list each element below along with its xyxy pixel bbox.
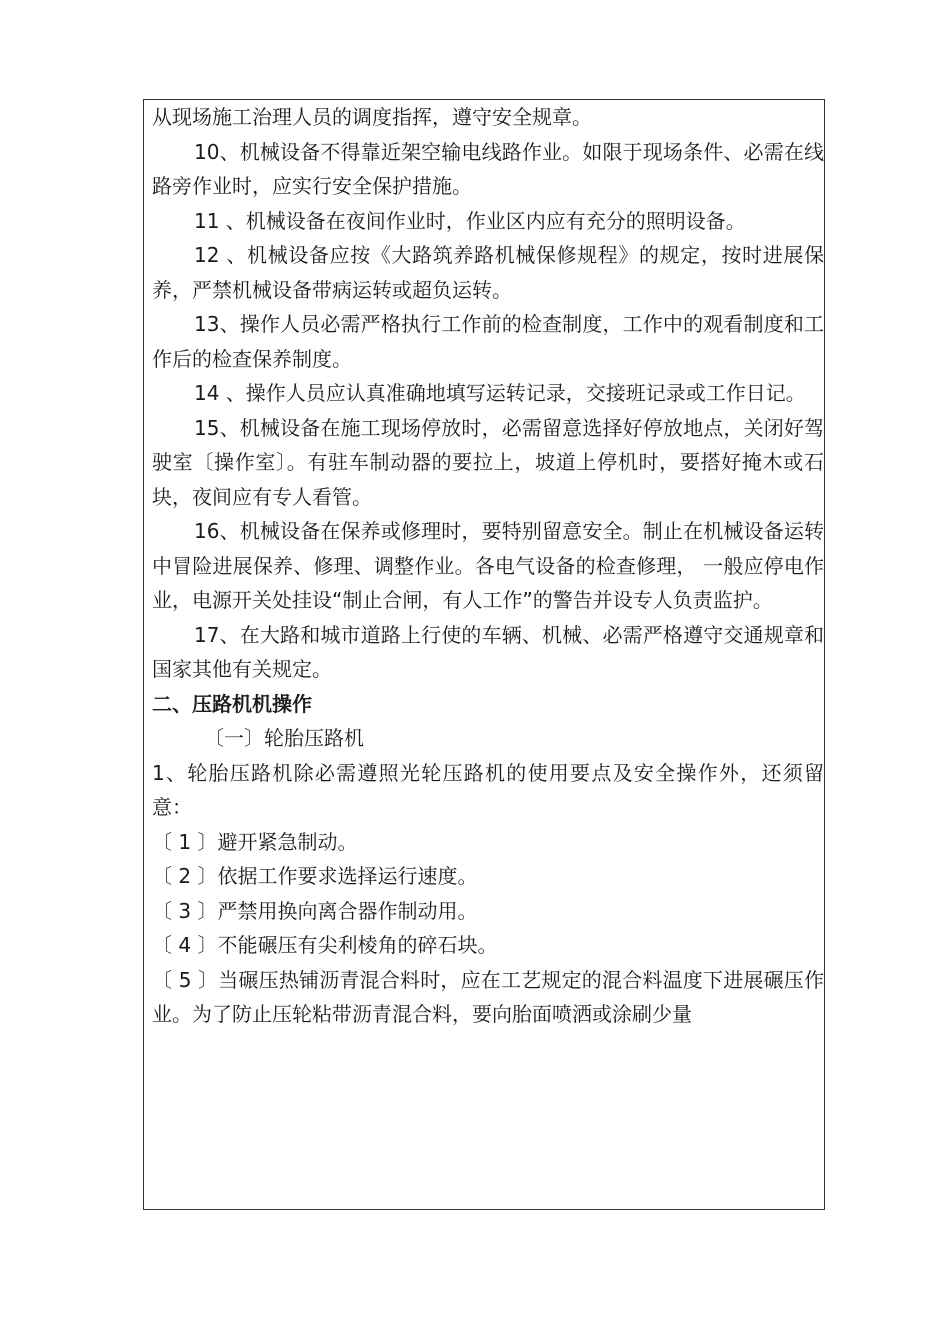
paragraph-10: 10、机械设备不得靠近架空输电线路作业。如限于现场条件、必需在线路旁作业时，应实行安全保护措施。 [152,139,824,198]
paragraph-13: 13、操作人员必需严格执行工作前的检查制度，工作中的观看制度和工作后的检查保养制度。 [152,312,824,371]
sub-item-5: 〔 5 〕当碾压热铺沥青混合料时，应在工艺规定的混合料温度下进展碾压作业。为了防止压轮粘带沥青混合料，要向胎面喷洒或涂刷少量 [152,967,824,1026]
paragraph-17: 17、在大路和城市道路上行使的车辆、机械、必需严格遵守交通规章和国家其他有关规定。 [152,622,824,681]
paragraph-continuation: 从现场施工治理人员的调度指挥，遵守安全规章。 [152,105,592,129]
list-item-1: 1、轮胎压路机除必需遵照光轮压路机的使用要点及安全操作外，还须留意： [152,760,824,819]
sub-item-2: 〔 2 〕依据工作要求选择运行速度。 [152,864,478,888]
document-body [152,100,824,1032]
section-heading: 二、压路机机操作 [152,691,312,716]
paragraph-14: 14 、操作人员应认真准确地填写运转记录，交接班记录或工作日记。 [194,381,806,405]
paragraph-16: 16、机械设备在保养或修理时，要特别留意安全。制止在机械设备运转中冒险进展保养、修理、调整作业。各电气设备的检查修理， 一般应停电作业，电源开关处挂设“制止合闸，有人工作”的警告并设专人负责监护。 [152,519,824,612]
paragraph-12: 12 、机械设备应按《大路筑养路机械保修规程》的规定，按时进展保养，严禁机械设备带病运转或超负运转。 [152,243,824,302]
sub-item-4: 〔 4 〕不能碾压有尖利棱角的碎石块。 [152,933,498,957]
paragraph-15: 15、机械设备在施工现场停放时，必需留意选择好停放地点，关闭好驾驶室〔操作室〕。有驻车制动器的要拉上，坡道上停机时，要搭好掩木或石块，夜间应有专人看管。 [152,415,824,509]
sub-item-3: 〔 3 〕严禁用换向离合器作制动用。 [152,898,478,923]
subsection-heading: 〔一〕轮胎压路机 [204,726,364,750]
paragraph-11: 11 、机械设备在夜间作业时，作业区内应有充分的照明设备。 [194,208,746,233]
sub-item-1: 〔 1 〕避开紧急制动。 [152,829,358,854]
